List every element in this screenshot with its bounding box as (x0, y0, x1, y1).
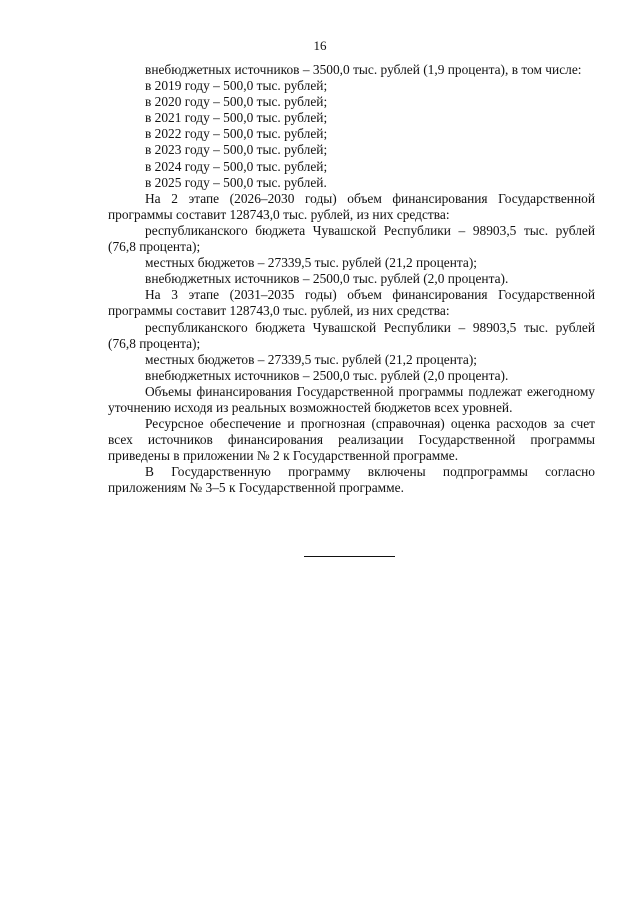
paragraph-stage-2-total: На 2 этапе (2026–2030 годы) объем финансирования Государственной программы составит 128743,0 тыс. рублей, из них средства: (108, 190, 595, 222)
paragraph-year-2022: в 2022 году – 500,0 тыс. рублей; (145, 126, 328, 142)
paragraph-year-2024: в 2024 году – 500,0 тыс. рублей; (145, 158, 328, 174)
paragraph-stage-3-offbudget: внебюджетных источников – 2500,0 тыс. рублей (2,0 процента). (145, 367, 509, 383)
paragraph-subprograms: В Государственную программу включены подпрограммы согласно приложениям № 3–5 к Государственной программе. (108, 464, 595, 496)
end-of-text-rule (304, 556, 395, 557)
paragraph-year-2019: в 2019 году – 500,0 тыс. рублей; (145, 78, 328, 94)
page-number: 16 (313, 38, 327, 53)
paragraph-stage-3-republican: республиканского бюджета Чувашской Республики – 98903,5 тыс. рублей (76,8 процента); (108, 319, 595, 351)
paragraph-stage-3-total: На 3 этапе (2031–2035 годы) объем финансирования Государственной программы составит 128743,0 тыс. рублей, из них средства: (108, 287, 595, 319)
paragraph-stage-2-local: местных бюджетов – 27339,5 тыс. рублей (21,2 процента); (145, 255, 478, 271)
paragraph-year-2021: в 2021 году – 500,0 тыс. рублей; (145, 110, 328, 126)
paragraph-year-2020: в 2020 году – 500,0 тыс. рублей; (145, 94, 328, 110)
paragraph-offbudget-total: внебюджетных источников – 3500,0 тыс. рублей (1,9 процента), в том числе: (145, 62, 582, 77)
paragraph-resource-provision: Ресурсное обеспечение и прогнозная (справочная) оценка расходов за счет всех источников финансирования реализации Государственной программы приведены в приложении № 2 к Государственной программе. (108, 416, 595, 464)
paragraph-year-2023: в 2023 году – 500,0 тыс. рублей; (145, 142, 328, 158)
paragraph-stage-3-local: местных бюджетов – 27339,5 тыс. рублей (21,2 процента); (145, 351, 478, 367)
paragraph-annual-adjustment: Объемы финансирования Государственной программы подлежат ежегодному уточнению исходя из реальных возможностей бюджетов всех уровней. (108, 383, 595, 415)
paragraph-stage-2-offbudget: внебюджетных источников – 2500,0 тыс. рублей (2,0 процента). (145, 271, 509, 287)
paragraph-year-2025: в 2025 году – 500,0 тыс. рублей. (145, 174, 327, 190)
document-body (108, 62, 595, 497)
paragraph-stage-2-republican: республиканского бюджета Чувашской Республики – 98903,5 тыс. рублей (76,8 процента); (108, 222, 595, 255)
